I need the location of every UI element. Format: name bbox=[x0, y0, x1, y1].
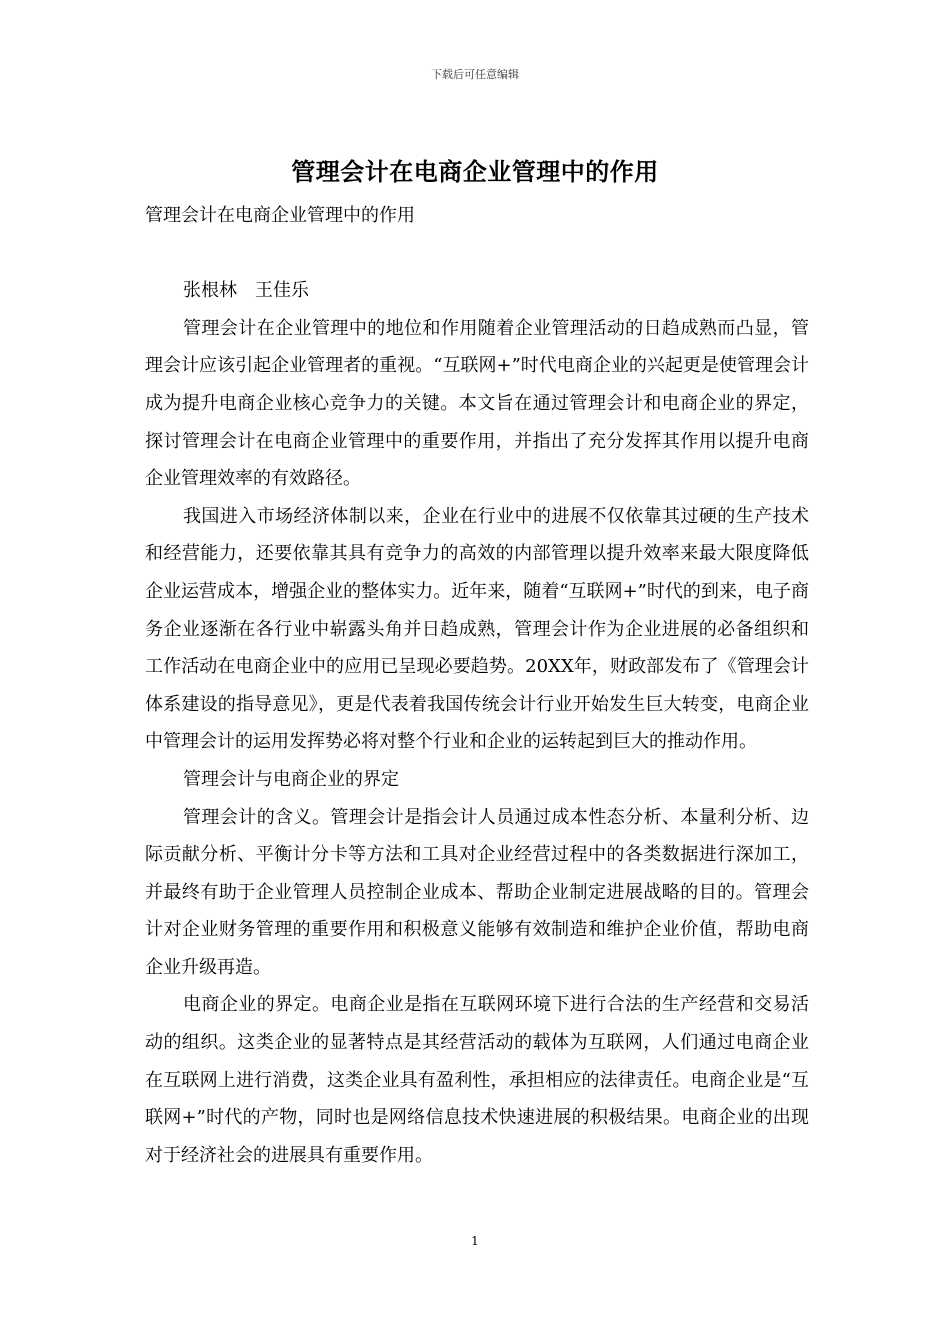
abstract-paragraph: 管理会计在企业管理中的地位和作用随着企业管理活动的日趋成熟而凸显，管理会计应该引起企业管理者的重视。“互联网+”时代电商企业的兴起更是使管理会计成为提升电商企业核心竞争力的关键。本文旨在通过管理会计和电商企业的界定，探讨管理会计在电商企业管理中的重要作用，并指出了充分发挥其作用以提升电商企业管理效率的有效路径。 bbox=[145, 317, 809, 490]
page-header: 下载后可任意编辑 bbox=[431, 68, 519, 81]
section-heading: 管理会计与电商企业的界定 bbox=[183, 768, 399, 790]
blank-line bbox=[145, 235, 809, 273]
body-paragraph: 电商企业的界定。电商企业是指在互联网环境下进行合法的生产经营和交易活动的组织。这类企业的显著特点是其经营活动的载体为互联网，人们通过电商企业在互联网上进行消费，这类企业具有盈利性，承担相应的法律责任。电商企业是“互联网+”时代的产物，同时也是网络信息技术快速进展的积极结果。电商企业的出现对于经济社会的进展具有重要作用。 bbox=[145, 994, 809, 1166]
author-line: 张根林 王佳乐 bbox=[183, 280, 309, 302]
document-title: 管理会计在电商企业管理中的作用 bbox=[291, 157, 659, 186]
body-paragraph: 我国进入市场经济体制以来，企业在行业中的进展不仅依靠其过硬的生产技术和经营能力，还要依靠其具有竞争力的高效的内部管理以提升效率来最大限度降低企业运营成本，增强企业的整体实力。近年来，随着“互联网+”时代的到来，电子商务企业逐渐在各行业中崭露头角并日趋成熟，管理会计作为企业进展的必备组织和工作活动在电商企业中的应用已呈现必要趋势。20XX年，财政部发布了《管理会计体系建设的指导意见》，更是代表着我国传统会计行业开始发生巨大转变，电商企业中管理会计的运用发挥势必将对整个行业和企业的运转起到巨大的推动作用。 bbox=[145, 505, 809, 753]
document-body bbox=[145, 197, 809, 1174]
body-paragraph: 管理会计的含义。管理会计是指会计人员通过成本性态分析、本量利分析、边际贡献分析、平衡计分卡等方法和工具对企业经营过程中的各类数据进行深加工，并最终有助于企业管理人员控制企业成本、帮助企业制定进展战略的目的。管理会计对企业财务管理的重要作用和积极意义能够有效制造和维护企业价值，帮助电商企业升级再造。 bbox=[145, 806, 809, 978]
page-number: 1 bbox=[471, 1234, 479, 1248]
document-subtitle: 管理会计在电商企业管理中的作用 bbox=[145, 205, 415, 226]
